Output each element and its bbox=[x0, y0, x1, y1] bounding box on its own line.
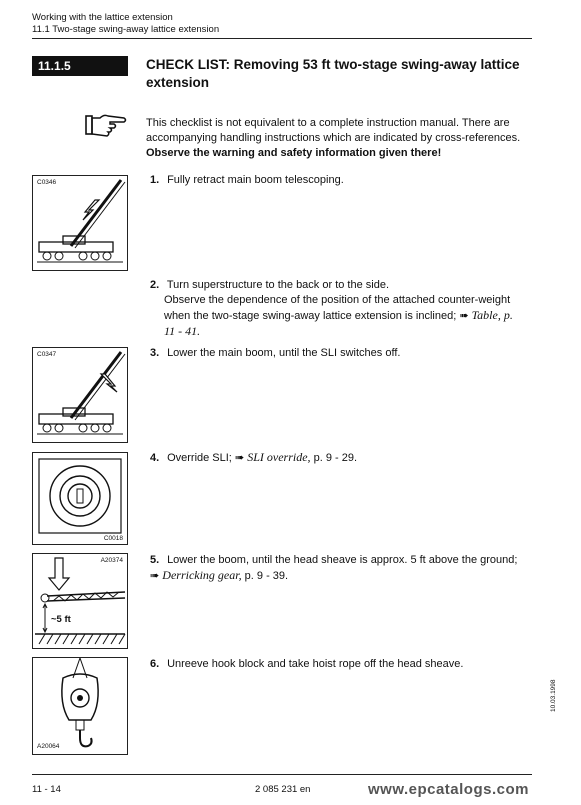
reference-arrow-icon: ➠ bbox=[150, 570, 160, 582]
step-note-text: Observe the dependence of the position of the attached counter-weight when the two-stage swing-away lattice extension is inclined; bbox=[164, 294, 511, 322]
figure-code: C0347 bbox=[37, 351, 57, 358]
step-text: Unreeve hook block and take hoist rope off the head sheave. bbox=[167, 658, 464, 670]
step-text: Fully retract main boom telescoping. bbox=[167, 174, 344, 186]
watermark: www.epcatalogs.com bbox=[368, 781, 529, 798]
figure-code: C0346 bbox=[37, 179, 57, 186]
header-section: 11.1 Two-stage swing-away lattice extension bbox=[32, 24, 220, 35]
cross-reference-page: p. 9 - 39. bbox=[244, 570, 289, 582]
reference-arrow-icon: ➠ bbox=[234, 452, 245, 464]
step-number: 1. bbox=[150, 174, 160, 186]
step-4 bbox=[150, 450, 522, 466]
cross-reference-link[interactable]: SLI override, bbox=[247, 450, 311, 464]
figure-crane-retract bbox=[32, 175, 128, 271]
figure-head-sheave-height bbox=[32, 553, 128, 649]
intro-warning: Observe the warning and safety information given there! bbox=[146, 147, 442, 159]
hook-block-illustration bbox=[33, 658, 127, 754]
cross-reference-page: p. 9 - 29. bbox=[313, 452, 358, 464]
cross-reference-link[interactable]: Derricking gear, bbox=[162, 568, 242, 582]
step-3 bbox=[150, 346, 522, 361]
crane-illustration bbox=[33, 348, 127, 442]
pointing-hand-icon bbox=[84, 112, 128, 138]
revision-date: 10.03.1998 bbox=[550, 679, 557, 712]
figure-hook-block bbox=[32, 657, 128, 755]
intro-body: This checklist is not equivalent to a complete instruction manual. There are accompanying handling instructions which are indicated by cross-references. bbox=[146, 117, 521, 144]
boom-height-illustration bbox=[33, 554, 127, 648]
page-header bbox=[32, 12, 219, 36]
header-chapter: Working with the lattice extension bbox=[32, 12, 173, 23]
section-title: CHECK LIST: Removing 53 ft two-stage swing-away lattice extension bbox=[146, 57, 520, 90]
height-label: ~5 ft bbox=[51, 614, 71, 625]
step-number: 4. bbox=[150, 452, 160, 464]
document-number: 2 085 231 en bbox=[255, 784, 311, 795]
step-5 bbox=[150, 553, 522, 584]
figure-code: C0018 bbox=[103, 535, 123, 542]
reference-arrow-icon: ➠ bbox=[459, 310, 469, 322]
figure-sli-override bbox=[32, 452, 128, 545]
step-1 bbox=[150, 173, 522, 188]
header-rule bbox=[32, 38, 532, 39]
cross-reference-page: p. 11 - 41. bbox=[164, 308, 513, 338]
section-number: 11.1.5 bbox=[32, 56, 128, 76]
step-text: Lower the boom, until the head sheave is approx. 5 ft above the ground; bbox=[167, 554, 518, 566]
figure-code: A20374 bbox=[100, 557, 123, 564]
key-switch-illustration bbox=[33, 453, 127, 544]
step-note bbox=[150, 293, 522, 340]
step-number: 5. bbox=[150, 554, 160, 566]
step-6 bbox=[150, 657, 522, 672]
page-number: 11 - 14 bbox=[32, 784, 61, 795]
footer-rule bbox=[32, 774, 532, 775]
figure-code: A20064 bbox=[37, 743, 60, 750]
crane-illustration bbox=[33, 176, 127, 270]
step-number: 2. bbox=[150, 279, 160, 291]
step-text: Turn superstructure to the back or to the side. bbox=[166, 279, 390, 291]
step-text: Override SLI; bbox=[167, 452, 232, 464]
step-2 bbox=[150, 278, 522, 340]
step-number: 6. bbox=[150, 658, 160, 670]
step-text: Lower the main boom, until the SLI switches off. bbox=[167, 347, 401, 359]
figure-crane-lower bbox=[32, 347, 128, 443]
intro-text bbox=[146, 116, 526, 161]
cross-reference-link[interactable]: Table, bbox=[471, 308, 501, 322]
step-number: 3. bbox=[150, 347, 160, 359]
